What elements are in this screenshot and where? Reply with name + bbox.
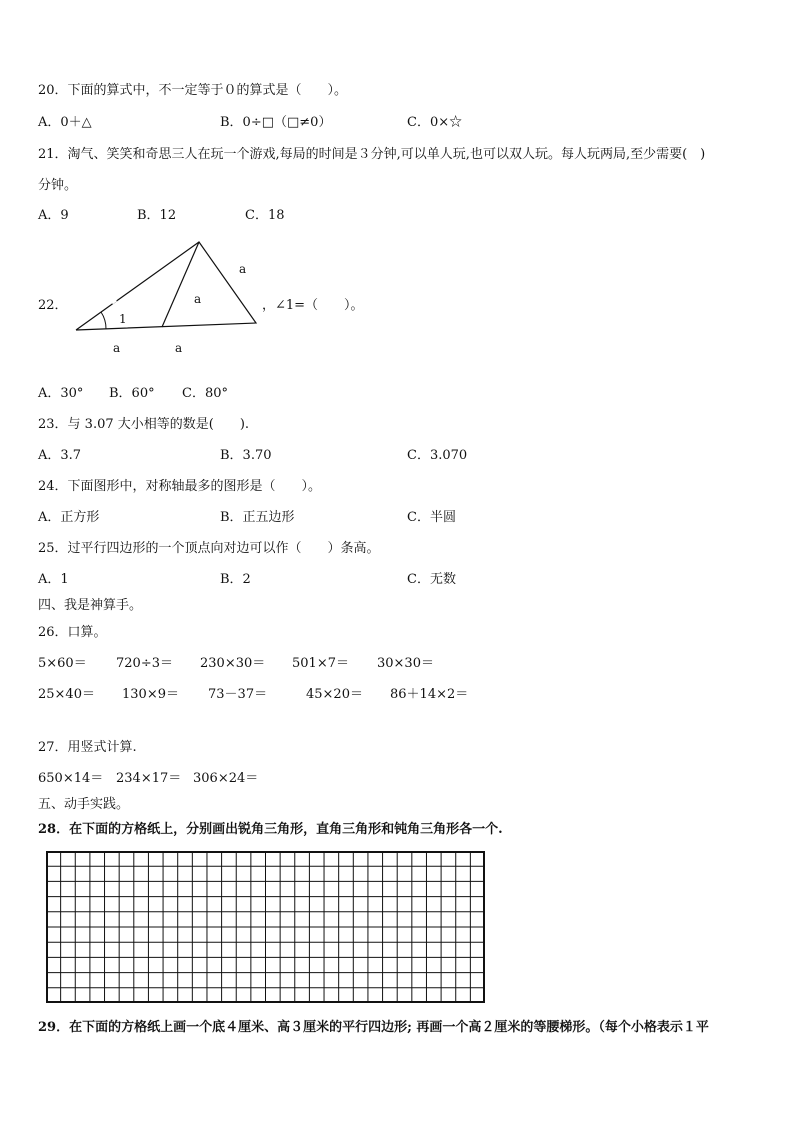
q26-row2-item: 86＋14×2＝ <box>390 687 469 702</box>
q26-row2-item: 73－37＝ <box>208 687 268 702</box>
q26-stem: 26．口算。 <box>38 625 107 640</box>
q24-stem: 24．下面图形中，对称轴最多的图形是（ ）。 <box>38 479 322 494</box>
q26-row1-item: 230×30＝ <box>200 656 266 671</box>
q22-label-a-inner: a <box>194 292 202 306</box>
q27-item: 650×14＝ <box>38 771 104 786</box>
q25-option-c: C．无数 <box>407 572 456 587</box>
q22-label-a-bottom-right: a <box>175 341 183 355</box>
q24-option-a: A．正方形 <box>38 510 100 525</box>
q22-angle-arc <box>101 312 106 329</box>
q26-row1-item: 5×60＝ <box>38 656 87 671</box>
q25-option-a: A．1 <box>38 572 69 587</box>
q22-angle-1-label: 1 <box>119 312 127 326</box>
q22-number: 22． <box>38 298 68 313</box>
q20-stem: 20．下面的算式中，不一定等于０的算式是（ ）。 <box>38 83 348 98</box>
q23-stem: 23．与 3.07 大小相等的数是( ). <box>38 417 250 432</box>
q26-row1-item: 30×30＝ <box>377 656 434 671</box>
q22-triangle-figure <box>70 238 265 363</box>
q22-label-a-right: a <box>239 262 247 276</box>
q24-option-b: B．正五边形 <box>220 510 295 525</box>
q23-option-a: A．3.7 <box>38 448 82 463</box>
q25-option-b: B．2 <box>220 572 251 587</box>
q27-item: 234×17＝ <box>116 771 182 786</box>
q21-option-b: B．12 <box>137 208 177 223</box>
q22-option-c: C．80° <box>182 386 228 401</box>
q22-stem-after: ，∠1=（ ）。 <box>262 298 364 313</box>
section-4-heading: 四、我是神算手。 <box>38 598 143 613</box>
q26-row1-item: 501×7＝ <box>292 656 349 671</box>
q21-option-c: C．18 <box>245 208 285 223</box>
q27-item: 306×24＝ <box>193 771 259 786</box>
q22-option-a: A．30° <box>38 386 84 401</box>
q26-row2-item: 130×9＝ <box>122 687 179 702</box>
q26-row1-item: 720÷3＝ <box>116 656 173 671</box>
q21-stem-line2: 分钟。 <box>38 178 78 193</box>
q20-option-c: C．0×☆ <box>407 115 463 130</box>
q20-option-a: A．0＋△ <box>38 115 92 130</box>
q23-option-b: B．3.70 <box>220 448 272 463</box>
q20-option-b: B．0÷□（□≠0） <box>220 115 332 130</box>
q21-option-a: A．9 <box>38 208 69 223</box>
q28-stem: 28．在下面的方格纸上，分别画出锐角三角形，直角三角形和钝角三角形各一个. <box>38 822 503 837</box>
q25-stem: 25．过平行四边形的一个顶点向对边可以作（ ）条高。 <box>38 541 380 556</box>
q21-stem-line1: 21．淘气、笑笑和奇思三人在玩一个游戏,每局的时间是３分钟,可以单人玩,也可以双人玩。每人玩两局,至少需要( ) <box>38 147 706 162</box>
q23-option-c: C．3.070 <box>407 448 468 463</box>
q24-option-c: C．半圆 <box>407 510 456 525</box>
q29-stem: 29．在下面的方格纸上画一个底４厘米、高３厘米的平行四边形; 再画一个高２厘米的等腰梯形。（每个小格表示１平 <box>38 1020 709 1035</box>
q26-row2-item: 45×20＝ <box>306 687 363 702</box>
q27-stem: 27．用竖式计算. <box>38 740 137 755</box>
section-5-heading: 五、动手实践。 <box>38 797 130 812</box>
q22-label-a-bottom-left: a <box>113 341 121 355</box>
q26-row2-item: 25×40＝ <box>38 687 95 702</box>
q28-grid-paper <box>46 851 485 1003</box>
q22-option-b: B．60° <box>109 386 155 401</box>
